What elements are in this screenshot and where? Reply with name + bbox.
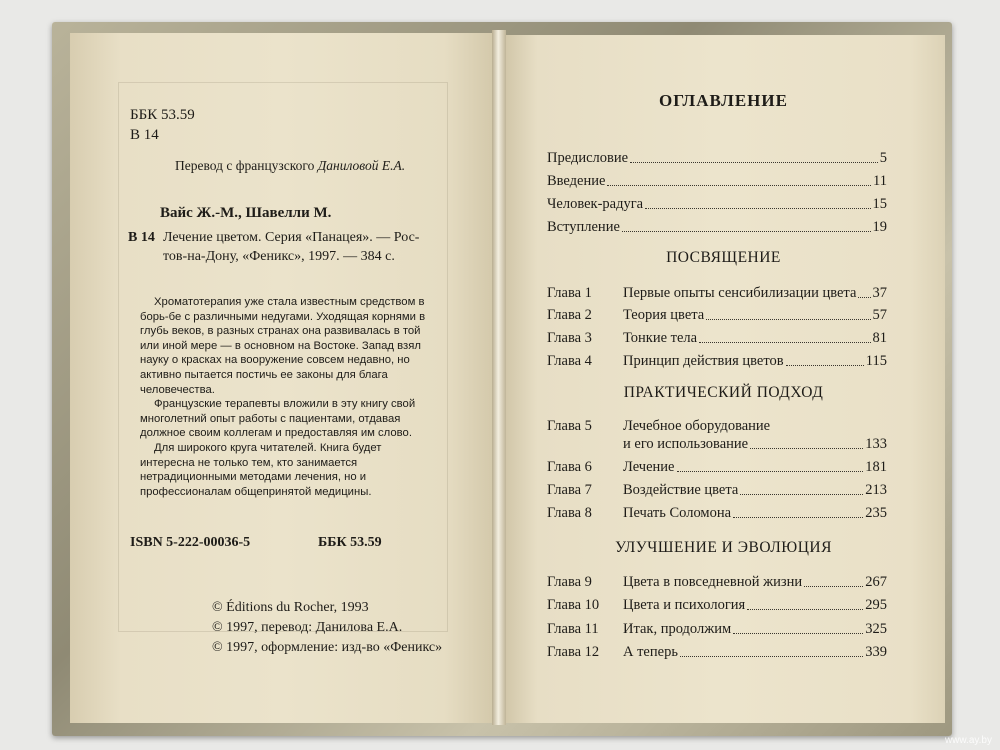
right-page — [502, 35, 945, 723]
watermark: www.ay.by — [944, 735, 992, 746]
section-heading: ПОСВЯЩЕНИЕ — [666, 249, 781, 266]
translation-prefix: Перевод с французского — [175, 158, 315, 173]
section-heading: УЛУЧШЕНИЕ И ЭВОЛЮЦИЯ — [615, 539, 832, 556]
copyright-line-1: © Éditions du Rocher, 1993 — [212, 600, 369, 615]
bibliographic-line-2: тов-на-Дону, «Феникс», 1997. — 384 с. — [163, 249, 395, 264]
toc-chapter-entry-continued: и его использование 133 — [623, 436, 887, 452]
toc-chapter-entry: Глава 6 Лечение 181 — [547, 459, 887, 475]
translation-line — [175, 158, 405, 174]
toc-chapter-entry: Глава 2 Теория цвета 57 — [547, 307, 887, 323]
annotation — [140, 295, 438, 499]
book-spine-gutter — [492, 30, 506, 725]
toc-chapter-entry: Глава 8 Печать Соломона 235 — [547, 505, 887, 521]
copyright-line-2: © 1997, перевод: Данилова Е.А. — [212, 620, 403, 635]
toc-chapter-entry: Глава 12 А теперь 339 — [547, 644, 887, 660]
translator-name: Даниловой Е.А. — [317, 158, 406, 173]
bbk-code-bottom: ББК 53.59 — [318, 535, 382, 550]
section-heading: ПРАКТИЧЕСКИЙ ПОДХОД — [623, 384, 824, 401]
isbn: ISBN 5-222-00036-5 — [130, 535, 251, 550]
annotation-paragraph-3: Для широкого круга читателей. Книга будет интересна не только тем, кто занимается нетрадиционными методами лечения, но и профессионалам общепринятой медицины. — [140, 441, 382, 498]
annotation-paragraph-1: Хроматотерапия уже стала известным средством в борь-бе с различными недугами. Уходящая корнями в глубь веков, в разных странах она развивалась в той или иной мере — в основном на Востоке. Запад взял науку о красках на вооружение совсем недавно, но активно пытается постичь ее законы для блага человечества. — [140, 296, 426, 396]
bibliographic-line-1: Лечение цветом. Серия «Панацея». — Рос- — [163, 230, 420, 245]
bbk-code-top: ББК 53.59 — [130, 107, 195, 123]
toc-chapter-entry: Глава 5 Лечебное оборудование — [547, 418, 771, 434]
toc-chapter-entry: Глава 3 Тонкие тела 81 — [547, 330, 887, 346]
toc-entry: Предисловие 5 — [547, 150, 887, 166]
toc-chapter-entry: Глава 7 Воздействие цвета 213 — [547, 482, 887, 498]
authors: Вайс Ж.-М., Шавелли М. — [160, 205, 332, 221]
toc-title: ОГЛАВЛЕНИЕ — [659, 91, 788, 110]
toc-chapter-entry: Глава 4 Принцип действия цветов 115 — [547, 353, 887, 369]
annotation-paragraph-2: Французские терапевты вложили в эту книгу свой многолетний опыт работы с пациентами, отдавая должное своим коллегам и предоставляя им слово. — [140, 398, 416, 440]
toc-chapter-entry: Глава 1 Первые опыты сенсибилизации цвета 37 — [547, 285, 887, 301]
copyright-line-3: © 1997, оформление: изд-во «Феникс» — [212, 640, 443, 655]
classification-code-inline: В 14 — [128, 230, 155, 245]
toc-chapter-entry: Глава 11 Итак, продолжим 325 — [547, 621, 887, 637]
toc-entry: Введение 11 — [547, 173, 887, 189]
toc-entry: Вступление 19 — [547, 219, 887, 235]
toc-chapter-entry: Глава 10 Цвета и психология 295 — [547, 597, 887, 613]
classification-code-top: В 14 — [130, 127, 159, 143]
toc-entry: Человек-радуга 15 — [547, 196, 887, 212]
toc-chapter-entry: Глава 9 Цвета в повседневной жизни 267 — [547, 574, 887, 590]
